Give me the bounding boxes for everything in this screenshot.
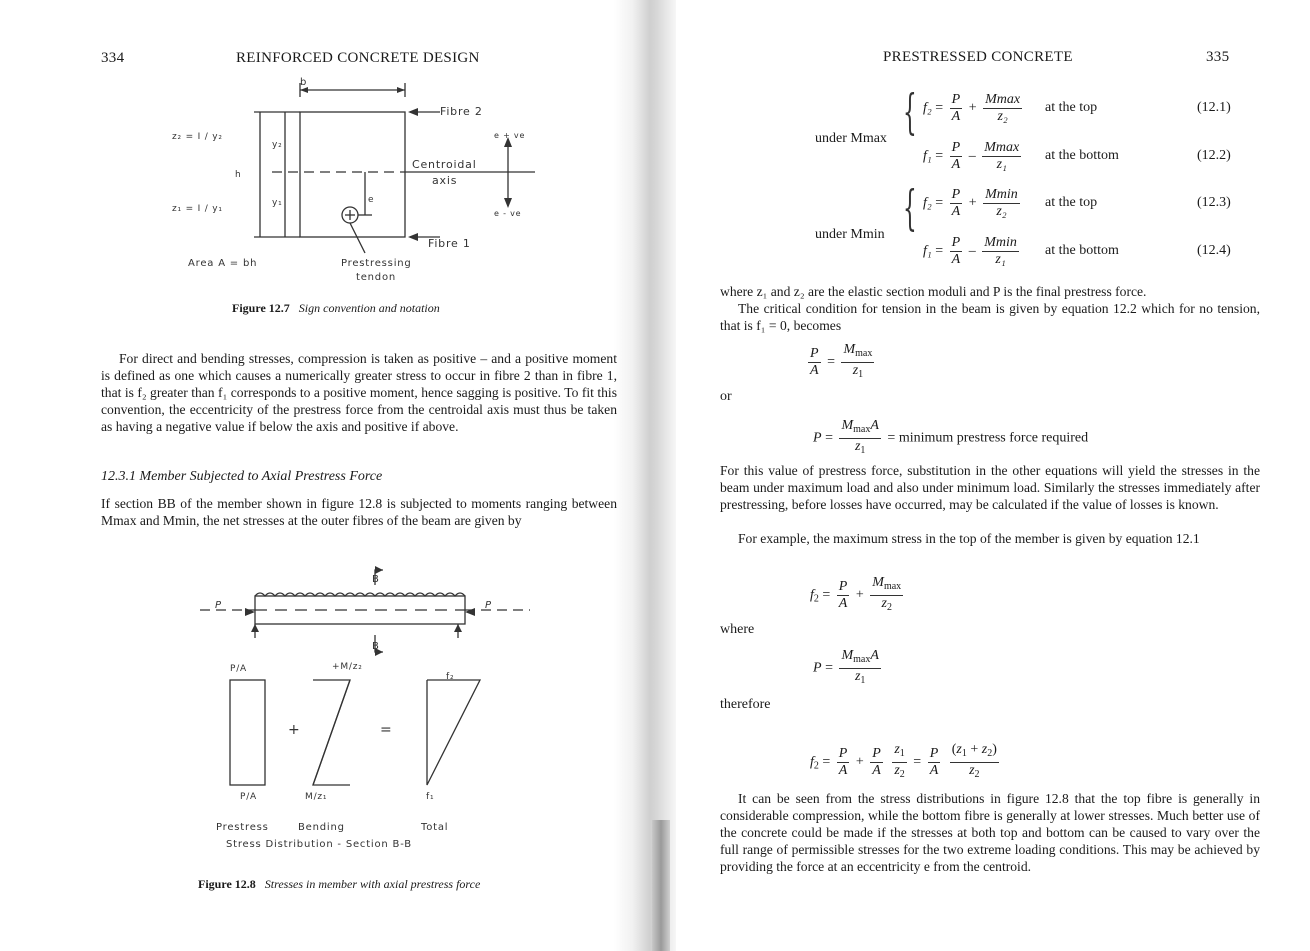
- h-label: h: [235, 170, 242, 180]
- caption-text: Sign convention and notation: [298, 301, 440, 315]
- stress-distribution-subtitle: Stress Distribution - Section B-B: [226, 839, 412, 850]
- m-over-z1-label: M/z₁: [305, 792, 328, 802]
- column-bending-label: Bending: [298, 822, 345, 833]
- fibre-2-label: Fibre 2: [440, 105, 483, 118]
- book-gutter-shadow: [652, 820, 670, 951]
- caption-number: Figure 12.8: [198, 877, 256, 891]
- figure-12-8-diagram: [195, 560, 535, 805]
- right-page: [675, 0, 1310, 951]
- f2-label: f₂: [446, 672, 455, 682]
- eq-operator: +: [968, 195, 977, 211]
- fibre-1-label: Fibre 1: [428, 237, 471, 250]
- plus-sign: +: [288, 722, 301, 738]
- prestress-force-left-label: P: [215, 600, 222, 611]
- p-over-a-top-label: P/A: [230, 664, 248, 674]
- word-or: or: [720, 389, 732, 404]
- paragraph-substitution: For this value of prestress force, substitution in the other equations will yield the stresses in the beam under maximum load and also under minimum load. Similarly the stresses immediately after prestressing, before losses have occurred, may be calculated if the value of losses is known.: [720, 463, 1260, 512]
- eq-modulus: z₁: [996, 157, 1007, 172]
- column-total-label: Total: [421, 822, 449, 833]
- page-number: 334: [101, 50, 125, 66]
- section-b-bottom-label: B: [372, 641, 380, 652]
- dim-b-label: b: [300, 77, 308, 88]
- eq-number: (12.3): [1197, 195, 1231, 210]
- eq-moment: Mmin: [985, 187, 1018, 202]
- under-mmax-label: under Mmax: [815, 131, 887, 146]
- equation-p-substitution: P = $\frac{M_{max}A}{z_1}$: [813, 648, 879, 686]
- p-over-a-bottom-label: P/A: [240, 792, 258, 802]
- paragraph-member-moments: If section BB of the member shown in figure 12.8 is subjected to moments ranging between Mmax and Mmin, the net stresses at the outer fibres of the beam are given by: [101, 496, 617, 528]
- y2-label: y₂: [272, 140, 283, 150]
- left-page: [0, 0, 650, 951]
- eq-operator: –: [968, 148, 976, 164]
- equation-12-3: f₂ = $\frac{P}{A}$ + $\frac{Mmin}{\text{z₂}}$: [923, 187, 1018, 219]
- z2-formula-label: z₂ = I / y₂: [172, 132, 223, 142]
- e-label: e: [368, 195, 375, 205]
- equals-sign: =: [380, 722, 393, 738]
- y1-label: y₁: [272, 198, 283, 208]
- prestressing-label: Prestressing: [341, 258, 412, 269]
- f1-label: f₁: [426, 792, 435, 802]
- running-title: PRESTRESSED CONCRETE: [883, 49, 1073, 65]
- brace-mmin: {: [903, 180, 917, 236]
- eq-note: at the top: [1045, 100, 1098, 115]
- equation-min-force: P = $\frac{M_{max}A}{z_1}$ = minimum prestress force required: [813, 418, 1089, 456]
- eq-moment: Mmax: [985, 92, 1021, 107]
- paragraph-sign-convention: For direct and bending stresses, compression is taken as positive – and a positive moment is defined as one which causes a numerically greater stress to occur in fibre 2 than in fibre 1, that is f₂ greater than f₁ corresponds to a positive moment, hence sagging is positive. To fit this convention, the eccentricity of the prestress force from the centroidal axis must thus be taken as having a negative value if below the axis and positive if above.: [101, 351, 617, 434]
- caption-number: Figure 12.7: [232, 301, 290, 315]
- brace-mmax: {: [903, 84, 917, 140]
- figure-12-8-caption: [198, 877, 480, 892]
- page-number: 335: [1206, 49, 1230, 65]
- m-over-z2-label: +M/z₂: [332, 662, 363, 672]
- area-label: Area A = bh: [188, 258, 258, 269]
- equation-12-2: f₁ = $\frac{P}{A}$ – $\frac{Mmax}{\text{z₁}}$: [923, 140, 1020, 172]
- eq-number: (12.1): [1197, 100, 1231, 115]
- paragraph-stress-distribution: It can be seen from the stress distributions in figure 12.8 that the top fibre is generally in considerable compression, while the bottom fibre is generally at lower stresses. Much better use of the concrete could be made if the stresses at both top and bottom can be caused to vary over the full range of permissible stresses for the two extreme loading conditions. This may be achieved by providing the force at an eccentricity e from the centroid.: [720, 791, 1260, 874]
- eq-number: (12.2): [1197, 148, 1231, 163]
- running-title: REINFORCED CONCRETE DESIGN: [236, 50, 480, 66]
- tendon-label: tendon: [356, 272, 397, 283]
- under-mmin-label: under Mmin: [815, 227, 885, 242]
- eq-lhs: f₁: [923, 243, 932, 259]
- figure-12-7-caption: [232, 301, 440, 316]
- equation-combined: $f_2$ = $\frac{P}{A}$ + $\frac{P}{A}$ $\frac{z_1}{z_2}$ = $\frac{P}{A}$ $\frac{(z_1 + z_2)}{z_2}$: [810, 742, 997, 780]
- eq-note: at the bottom: [1045, 243, 1119, 258]
- word-therefore: therefore: [720, 697, 771, 712]
- prestress-force-right-label: P: [485, 600, 492, 611]
- e-positive-label: e + ve: [494, 131, 526, 140]
- eq-note: at the top: [1045, 195, 1098, 210]
- section-heading: 12.3.1 Member Subjected to Axial Prestress Force: [101, 469, 383, 484]
- equation-example-f2: $f_2$ = $\frac{P}{A}$ + $\frac{M_{max}}{z_2}$: [810, 575, 902, 613]
- e-negative-label: e - ve: [494, 209, 522, 218]
- eq-lhs: f₂: [923, 195, 932, 211]
- paragraph-section-moduli: where z₁ and z₂ are the elastic section moduli and P is the final prestress force.: [720, 284, 1147, 299]
- centroidal-label: Centroidal: [412, 158, 477, 171]
- column-prestress-label: Prestress: [216, 822, 269, 833]
- paragraph-critical-condition: The critical condition for tension in the beam is given by equation 12.2 which for no tension, that is f₁ = 0, becomes: [720, 301, 1260, 333]
- min-force-note: = minimum prestress force required: [887, 430, 1089, 446]
- caption-text: Stresses in member with axial prestress force: [264, 877, 481, 891]
- eq-number: (12.4): [1197, 243, 1231, 258]
- eq-operator: –: [968, 243, 976, 259]
- word-where: where: [720, 622, 755, 637]
- section-b-top-label: B: [372, 574, 380, 585]
- equation-12-1: f₂ = $\frac{P}{A}$ + $\frac{Mmax}{\text{z₂}}$: [923, 92, 1021, 124]
- eq-modulus: z₂: [996, 204, 1007, 219]
- eq-modulus: z₁: [995, 252, 1006, 267]
- eq-lhs: f₂: [923, 100, 932, 116]
- equation-12-4: f₁ = $\frac{P}{A}$ – $\frac{Mmin}{\text{z₁}}$: [923, 235, 1017, 267]
- eq-moment: Mmax: [984, 140, 1020, 155]
- eq-note: at the bottom: [1045, 148, 1119, 163]
- eq-operator: +: [968, 100, 977, 116]
- eq-moment: Mmin: [984, 235, 1017, 250]
- axis-label: axis: [432, 174, 458, 187]
- eq-lhs: f₁: [923, 148, 932, 164]
- equation-no-tension: $\frac{P}{A}$ = $\frac{M_{max}}{z_1}$: [810, 342, 873, 380]
- paragraph-example: For example, the maximum stress in the top of the member is given by equation 12.1: [738, 531, 1200, 546]
- eq-modulus: z₂: [997, 109, 1008, 124]
- z1-formula-label: z₁ = I / y₁: [172, 204, 223, 214]
